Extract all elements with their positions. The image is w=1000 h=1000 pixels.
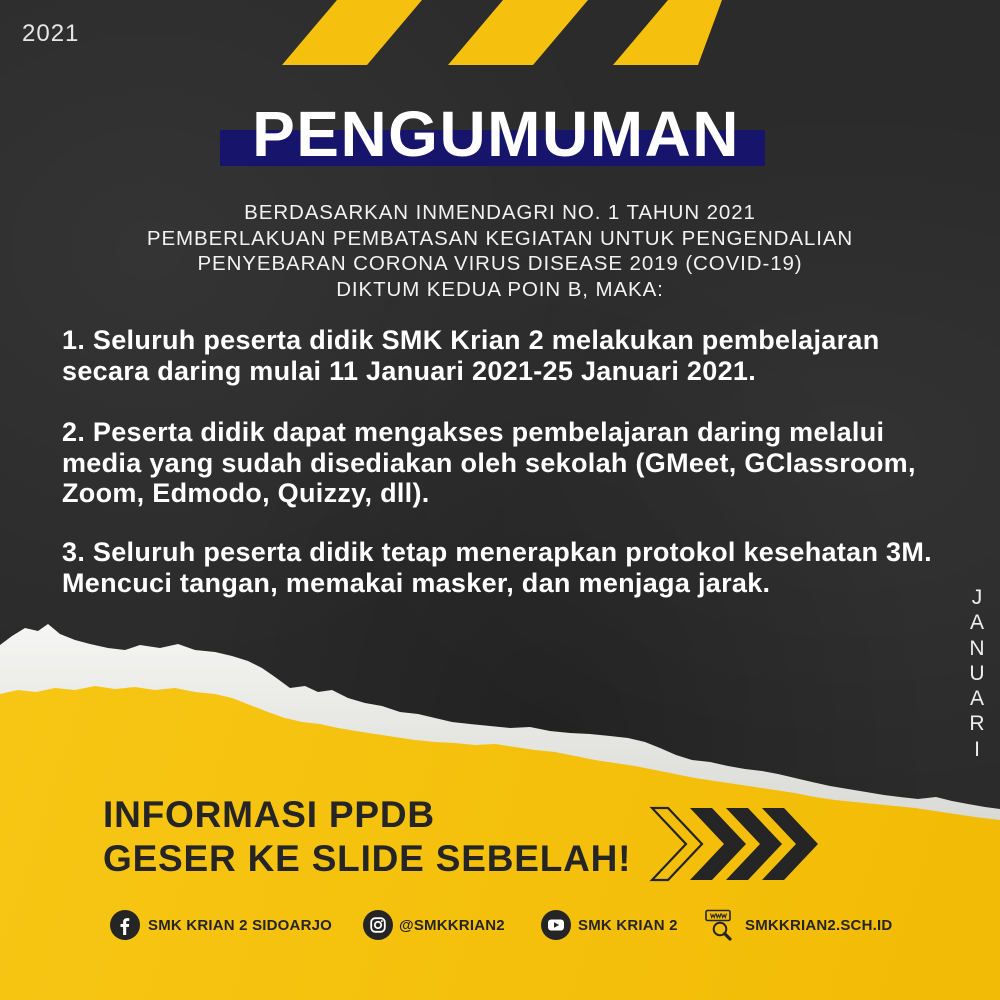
facebook-icon [110,910,140,940]
announcement-point-3: 3. Seluruh peserta didik tetap menerapkan protokol kesehatan 3M. Mencuci tangan, memakai masker, dan menjaga jarak. [62,537,932,598]
footer-instagram [363,910,505,940]
yellow-stripe [613,0,722,65]
footer-website-label: SMKKRIAN2.SCH.ID [745,916,893,934]
page-title: PENGUMUMAN [252,98,740,170]
yellow-stripe [448,0,588,65]
top-stripes [282,0,722,65]
cta-line-1: INFORMASI PPDB [103,794,435,835]
footer-website [705,910,892,940]
announcement-point-1: 1. Seluruh peserta didik SMK Krian 2 melakukan pembelajaran secara daring mulai 11 Januari 2021-25 Januari 2021. [62,325,880,386]
footer-facebook-label: SMK KRIAN 2 SIDOARJO [148,916,333,934]
footer-instagram-label: @SMKKRIAN2 [399,916,505,934]
youtube-icon [541,910,571,940]
instagram-icon [363,910,393,940]
footer-youtube [541,910,678,940]
intro-text: BERDASARKAN INMENDAGRI NO. 1 TAHUN 2021 PEMBERLAKUAN PEMBATASAN KEGIATAN UNTUK PENGENDALIAN PENYEBARAN CORONA VIRUS DISEASE 2019 (COVID-19) DIKTUM KEDUA POIN B, MAKA: [146,201,854,302]
website-icon [705,909,739,941]
chevrons-right-icon [645,805,820,885]
cta-line-2: GESER KE SLIDE SEBELAH! [103,838,632,879]
footer-youtube-label: SMK KRIAN 2 [578,916,678,934]
side-month-label: JANUARI [969,586,985,761]
year-label: 2021 [22,20,80,47]
chevron-outline [652,808,702,880]
footer-facebook [110,910,332,940]
yellow-stripe [282,0,422,65]
cta-block [103,793,631,881]
announcement-point-2: 2. Peserta didik dapat mengakses pembelajaran daring melalui media yang sudah disediakan oleh sekolah (GMeet, GClassroom, Zoom, Edmodo, Quizzy, dll). [62,417,916,508]
